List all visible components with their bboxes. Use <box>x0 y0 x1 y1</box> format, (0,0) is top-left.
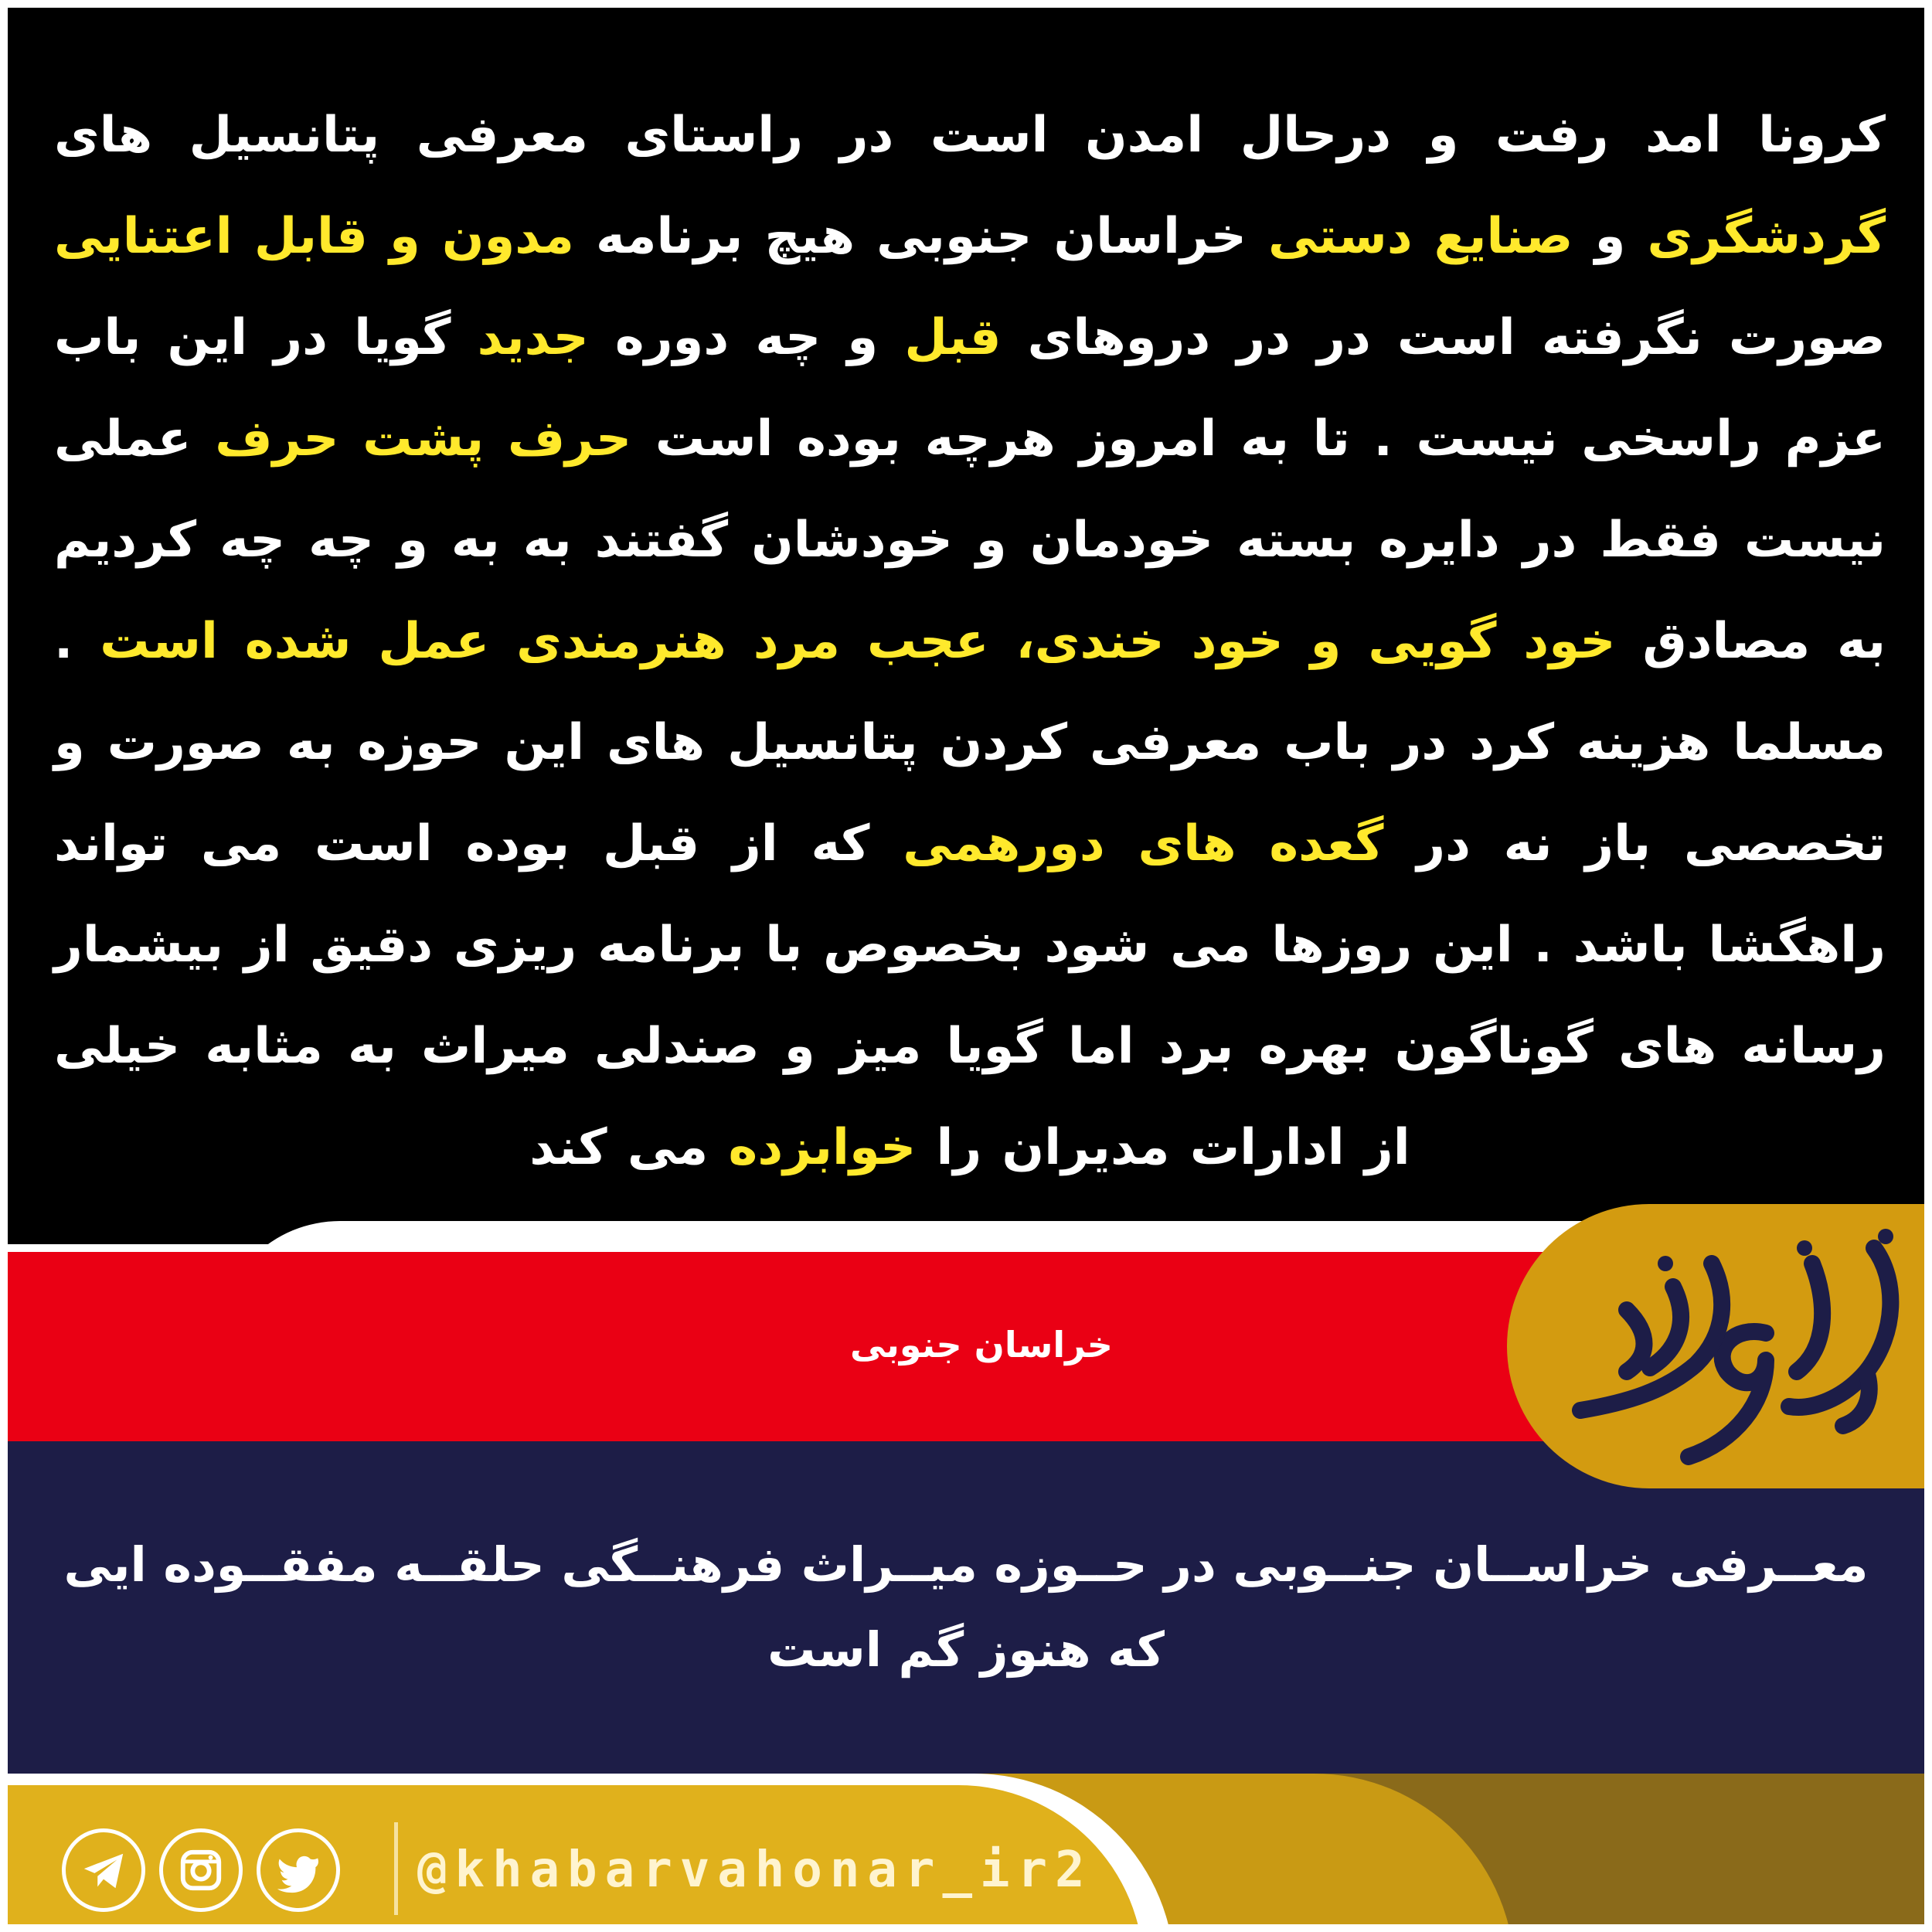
post-frame <box>8 8 1924 1924</box>
highlighted-phrase: گردشگری <box>1647 208 1886 265</box>
twitter-icon[interactable] <box>257 1828 340 1912</box>
headline-text: معــرفی خراســان جنــوبی در حــوزه میــراث فرهنــگی حلقــه مفقــوده ایی که هنوز گم است <box>63 1536 1869 1678</box>
logo-calligraphy <box>1534 1217 1920 1480</box>
telegram-icon[interactable] <box>62 1828 145 1912</box>
social-icons <box>62 1824 340 1917</box>
body-phrase: کرونا امد رفت و درحال امدن است در راستای معرفی پتانسیل های <box>54 107 1886 164</box>
footer-divider <box>394 1822 398 1915</box>
highlighted-phrase: گعده های دورهمی <box>903 815 1384 872</box>
body-phrase: و چه دوره <box>588 309 905 366</box>
highlighted-phrase: صنایع دستی <box>1268 208 1573 265</box>
body-phrase: صورت نگرفته است در در دروهای <box>1001 309 1886 366</box>
region-label: خراسان جنوبی <box>850 1324 1113 1366</box>
body-phrase: و <box>1573 208 1648 265</box>
social-handle[interactable]: @khabarvahonar_ir2 <box>417 1842 1093 1899</box>
body-phrase: گویا در این باب عزم راسخی نیست . تا به امروز هرچه بوده است <box>54 309 1886 468</box>
body-phrase: خراسان جنوبی هیچ برنامه <box>573 208 1269 265</box>
highlighted-phrase: مدون و قابل اعتنایی <box>54 208 574 265</box>
body-phrase: که از قبل بوده است می تواند راهگشا باشد . این روزها می شود بخصوص با برنامه ریزی دقیق از بیشمار رسانه های گوناگون بهره برد اما گویا میز و صندلی میراث به مثابه خیلی از ادارات مدیران را <box>54 815 1886 1176</box>
highlighted-phrase: جدید <box>477 309 589 366</box>
highlighted-phrase: قبل <box>904 309 1002 366</box>
highlighted-phrase: حرف پشت حرف <box>215 410 632 468</box>
body-phrase: . مسلما هزینه کرد در باب معرفی کردن پتانسیل های این حوزه به صورت و تخصصی باز نه در <box>54 613 1886 872</box>
instagram-icon[interactable] <box>159 1828 243 1912</box>
body-phrase: می کند <box>529 1119 729 1176</box>
body-phrase: عملی نیست فقط در دایره بسته خودمان و خودشان گفتند به به و چه چه کردیم به مصادق <box>54 410 1886 670</box>
highlighted-phrase: خوابزده <box>728 1119 917 1176</box>
highlighted-phrase: خود گویی و خود خندی، عجب مرد هنرمندی عمل شده است <box>100 613 1616 670</box>
body-text <box>54 85 1886 1199</box>
